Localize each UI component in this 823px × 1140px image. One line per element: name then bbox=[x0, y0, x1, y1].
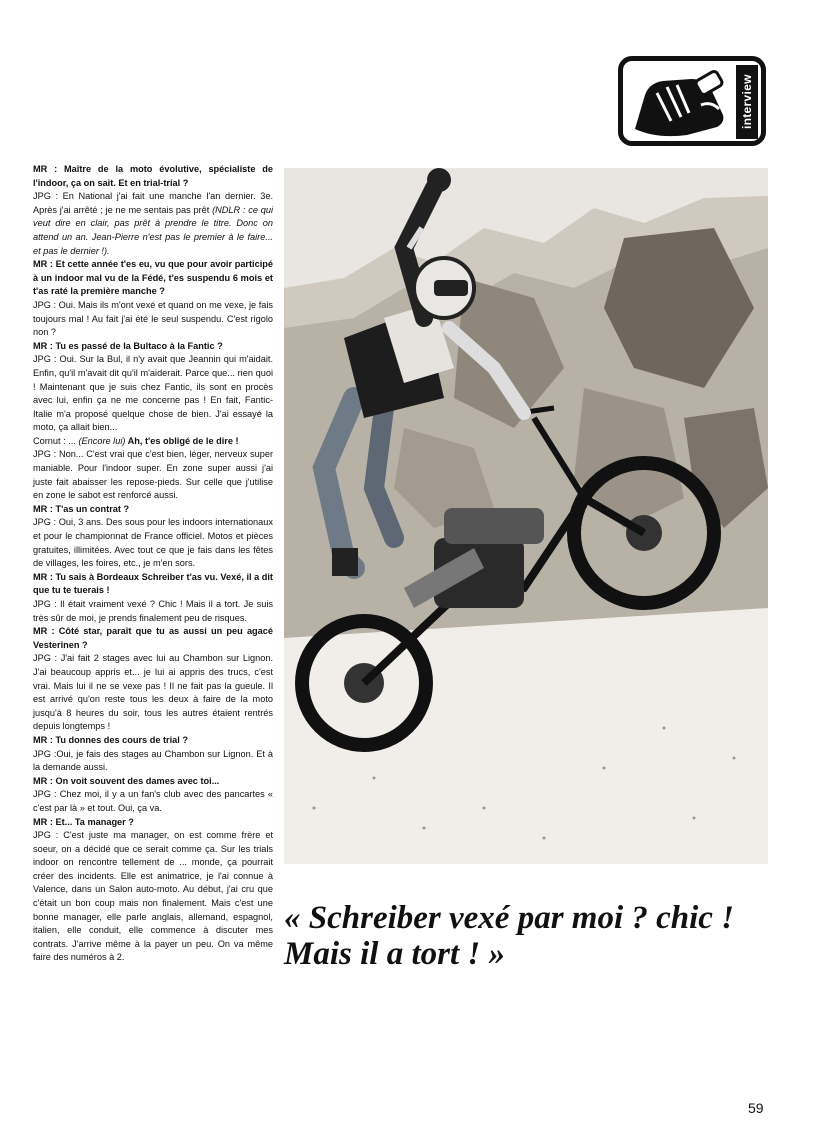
rider-on-motorcycle-image bbox=[284, 168, 768, 864]
answer bbox=[33, 598, 273, 625]
answer-text: JPG : En National j'ai fait une manche l'an dernier. 3e. Après j'ai arrêté ; je ne me sentais pas prêt bbox=[33, 191, 273, 215]
pull-quote: « Schreiber vexé par moi ? chic ! Mais il a tort ! » bbox=[284, 900, 735, 972]
answer-text: JPG : Il était vraiment vexé ? Chic ! Mais il a tort. Je suis très sûr de moi, je prends finalement peu de risques. bbox=[33, 599, 273, 623]
answer bbox=[33, 448, 273, 502]
microphone-hand-icon bbox=[627, 65, 739, 139]
answer-text: (NDLR : ce qui veut dire en clair, pas prêt à prendre le titre. Donc on attend un an. Jean-Pierre n'est pas le premier à le faire... et pas le dernier !). bbox=[33, 204, 273, 256]
answer bbox=[33, 788, 273, 815]
answer-text: JPG : Oui. Sur la Bul, il n'y avait que Jeannin qui m'aidait. Enfin, qu'il m'avait dit qu'il m'aiderait. Parce que... rien quoi ! Maintenant que je suis chez Fantic, ils sont en procès avec lui, enfin ça ne me concerne pas ! En fait, Fantic-Italie m'a proposé quelque chose de bien. J'ai essayé la moto, ça allait bien... bbox=[33, 354, 273, 433]
answer-text: JPG : Oui, 3 ans. Des sous pour les indoors internationaux et pour le championnat de France officiel. Motos et pièces gratuites, illimitées. Avec tout ce que je fais dans les fêtes de villages, les foires, etc., je m'en sors. bbox=[33, 517, 273, 569]
question: MR : On voit souvent des dames avec toi... bbox=[33, 775, 220, 786]
answer-text: JPG : Chez moi, il y a un fan's club avec des pancartes « c'est par là » et tout. Oui, ça va. bbox=[33, 789, 273, 813]
interview-column bbox=[33, 163, 273, 965]
answer bbox=[33, 748, 273, 775]
answer bbox=[33, 299, 273, 340]
trial-photo bbox=[284, 168, 768, 864]
answer-text: JPG :Oui, je fais des stages au Chambon sur Lignon. Et à la demande aussi. bbox=[33, 748, 273, 773]
answer bbox=[33, 435, 273, 449]
question: MR : Maître de la moto évolutive, spécialiste de l'indoor, ça on sait. Et en trial-trial ? bbox=[33, 164, 273, 188]
answer-text: JPG : Oui. Mais ils m'ont vexé et quand on me vexe, je fais toujours mal ! Au fait j'ai été le seul suspendu. C'est rigolo non ? bbox=[33, 299, 273, 338]
answer-text: Cornut : ... bbox=[33, 435, 79, 446]
answer-text: Ah, t'es obligé de le dire ! bbox=[125, 435, 239, 446]
question: MR : Et... Ta manager ? bbox=[33, 816, 134, 827]
answer bbox=[33, 516, 273, 570]
page-number: 59 bbox=[748, 1100, 764, 1116]
badge-label: interview bbox=[736, 65, 758, 139]
question: MR : Tu donnes des cours de trial ? bbox=[33, 734, 189, 745]
answer bbox=[33, 353, 273, 435]
answer bbox=[33, 652, 273, 734]
question: MR : Tu sais à Bordeaux Schreiber t'as vu. Vexé, il a dit que tu te tuerais ! bbox=[33, 571, 273, 596]
answer-text: (Encore lui) bbox=[78, 435, 126, 446]
answer bbox=[33, 829, 273, 965]
question: MR : Côté star, paraît que tu as aussi un peu agacé Vesterinen ? bbox=[33, 626, 273, 650]
question: MR : T'as un contrat ? bbox=[33, 503, 130, 514]
answer-text: JPG : Non... C'est vrai que c'est bien, léger, nerveux super maniable. Pour l'indoor super. En zone super aussi j'ai juste fait abaisser les repose-pieds. Sur celle que j'utilise en zone le sabot est renforcé aussi. bbox=[33, 449, 273, 501]
answer-text: JPG : C'est juste ma manager, on est comme frère et soeur, on a décidé que ce serait comme ça. Sur les trials indoor on rencontre tellement de ... monde, ça pourrait créer des incidents. Elle est animatrice, je l'ai connue à Valence, dans un Salon auto-moto. Au début, j'ai cru que c'était un bon coup mais non finalement. Mais c'est une bonne manager, elle parle anglais, allemand, espagnol, italien, elle conduit, elle commence à discuter mes contrats. J'arrive même à la payer un peu. On va même faire des numéros à 2. bbox=[33, 830, 273, 963]
question: MR : Et cette année t'es eu, vu que pour avoir participé à un indoor mal vu de la Fédé, t'es suspendu 6 mois et t'as raté la première manche ? bbox=[33, 259, 273, 297]
interview-badge bbox=[618, 56, 766, 146]
answer bbox=[33, 190, 273, 258]
question: MR : Tu es passé de la Bultaco à la Fantic ? bbox=[33, 340, 223, 351]
answer-text: JPG : J'ai fait 2 stages avec lui au Chambon sur Lignon. J'ai beaucoup appris et... je lui ai appris des trucs, c'est vrai. Mais lui il ne se vexe pas ! Il ne fait pas la gueule. Il est arrivé qu'on reste tous les deux à faire de la moto jusqu'à 8 heures du soir, tous les autres étaient rentrés depuis longtemps ! bbox=[33, 653, 273, 732]
